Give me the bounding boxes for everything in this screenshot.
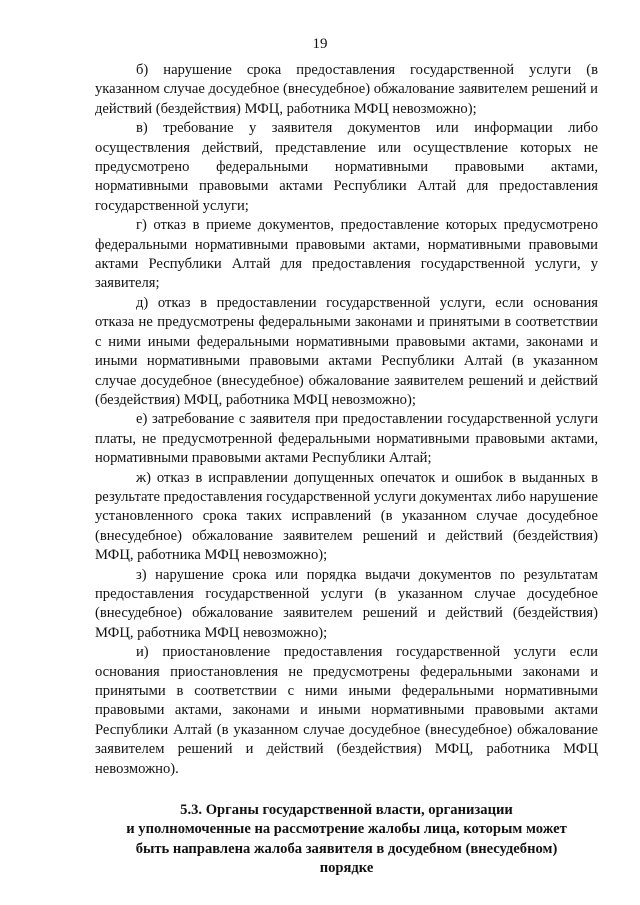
document-body bbox=[95, 61, 598, 879]
section-heading-line: и уполномоченные на рассмотрение жалобы лица, которым может bbox=[126, 821, 567, 838]
paragraph-i: и) приостановление предоставления государственной услуги если основания приостановления не предусмотрены федеральными законами и принятыми в соответствии с ними иными федеральными нормативными правовыми актами, законами и иными нормативными правовыми актами Республики Алтай (в указанном случае досудебное (внесудебное) обжалование заявителем решений и действий (бездействия) МФЦ, работника МФЦ невозможно). bbox=[95, 644, 598, 777]
paragraph-b: б) нарушение срока предоставления государственной услуги (в указанном случае досудебное (внесудебное) обжалование заявителем решений и действий (бездействия) МФЦ, работника МФЦ невозможно); bbox=[95, 62, 598, 117]
paragraph-z: з) нарушение срока или порядка выдачи документов по результатам предоставления государственной услуги (в указанном случае досудебное (внесудебное) обжалование заявителем решений и действий (бездействия) МФЦ, работника МФЦ невозможно); bbox=[95, 566, 598, 641]
section-heading-line: порядке bbox=[319, 860, 374, 877]
paragraph-e: е) затребование с заявителя при предоставлении государственной услуги платы, не предусмотренной федеральными нормативными правовыми актами, нормативными правовыми актами Республики Алтай; bbox=[95, 411, 598, 467]
section-heading-line: быть направлена жалоба заявителя в досудебном (внесудебном) bbox=[135, 840, 558, 857]
paragraph-v: в) требование у заявителя документов или информации либо осуществления действий, представление или осуществление которых не предусмотрено федеральными нормативными правовыми актами, нормативными правовыми актами Республики Алтай для предоставления государственной услуги; bbox=[95, 120, 598, 214]
paragraph-d: д) отказ в предоставлении государственной услуги, если основания отказа не предусмотрены федеральными законами и принятыми в соответствии с ними иными федеральными нормативными правовыми актами, законами и иными нормативными правовыми актами Республики Алтай (в указанном случае досудебное (внесудебное) обжалование заявителем решений и действий (бездействия) МФЦ, работника МФЦ невозможно); bbox=[95, 294, 598, 408]
page-number: 19 bbox=[312, 36, 328, 52]
section-heading-line: 5.3. Органы государственной власти, организации bbox=[180, 802, 513, 819]
section-heading bbox=[95, 801, 598, 879]
paragraph-g: г) отказ в приеме документов, предоставление которых предусмотрено федеральными нормативными правовыми актами, нормативными правовыми актами Республики Алтай для предоставления государственной услуги, у заявителя; bbox=[95, 217, 598, 292]
paragraph-zh: ж) отказ в исправлении допущенных опечаток и ошибок в выданных в результате предоставления государственной услуги документах либо нарушение установленного срока таких исправлений (в указанном случае досудебное (внесудебное) обжалование заявителем решений и действий (бездействия) МФЦ, работника МФЦ невозможно); bbox=[95, 469, 598, 564]
